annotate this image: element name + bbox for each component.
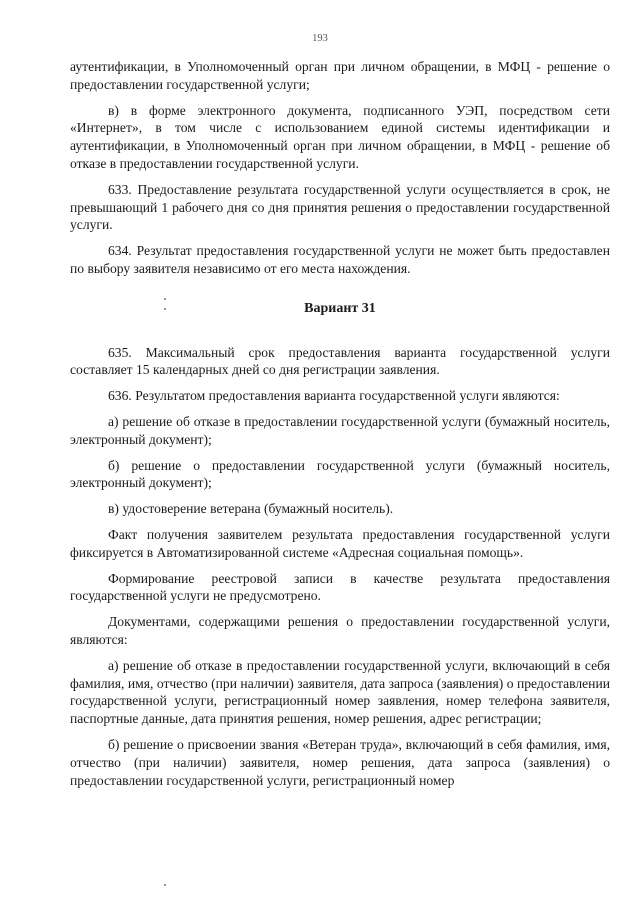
scan-dot bbox=[164, 884, 166, 886]
document-body bbox=[70, 58, 610, 797]
list-item-a: а) решение об отказе в предоставлении государственной услуги (бумажный носитель, электронный документ); bbox=[70, 413, 610, 447]
scan-dot bbox=[164, 298, 166, 300]
paragraph: аутентификации, в Уполномоченный орган при личном обращении, в МФЦ - решение о предоставлении государственной услуги; bbox=[70, 59, 610, 92]
page-number: 193 bbox=[312, 33, 328, 44]
paragraph-636: 636. Результатом предоставления варианта государственной услуги являются: bbox=[108, 388, 560, 404]
paragraph-633: 633. Предоставление результата государственной услуги осуществляется в срок, не превышающий 1 рабочего дня со дня принятия решения о предоставлении государственной услуги. bbox=[70, 181, 610, 233]
section-heading: Вариант 31 bbox=[304, 300, 376, 316]
paragraph: Факт получения заявителем результата предоставления государственной услуги фиксируется в Автоматизированной системе «Адресная социальная помощь». bbox=[70, 526, 610, 560]
list-item-a: а) решение об отказе в предоставлении государственной услуги, включающий в себя фамилия, имя, отчество (при наличии) заявителя, дата запроса (заявления) о предоставлении государственной услуги, регистрационный номер заявления, номер телефона заявителя, паспортные данные, дата принятия решения, номер решения, адрес регистрации; bbox=[70, 657, 610, 727]
scan-dot bbox=[164, 308, 166, 310]
paragraph-634: 634. Результат предоставления государственной услуги не может быть предоставлен по выбору заявителя независимо от его места нахождения. bbox=[70, 243, 610, 276]
list-item-b: б) решение о предоставлении государственной услуги (бумажный носитель, электронный документ); bbox=[70, 457, 610, 491]
paragraph: Формирование реестровой записи в качестве результата предоставления государственной услуги не предусмотрено. bbox=[70, 570, 610, 604]
paragraph: Документами, содержащими решения о предоставлении государственной услуги, являются: bbox=[70, 614, 610, 647]
paragraph: в) в форме электронного документа, подписанного УЭП, посредством сети «Интернет», в том числе с использованием единой системы идентификации и аутентификации, в Уполномоченный орган при личном обращении, в МФЦ - решение об отказе в предоставлении государственной услуги. bbox=[70, 102, 610, 171]
paragraph-635: 635. Максимальный срок предоставления варианта государственной услуги составляет 15 календарных дней со дня регистрации заявления. bbox=[70, 344, 610, 378]
list-item-c: в) удостоверение ветерана (бумажный носитель). bbox=[108, 501, 394, 517]
list-item-b: б) решение о присвоении звания «Ветеран труда», включающий в себя фамилия, имя, отчество (при наличии) заявителя, номер решения, дата запроса (заявления) о предоставлении государственной услуги, регистрационный номер bbox=[70, 736, 610, 788]
